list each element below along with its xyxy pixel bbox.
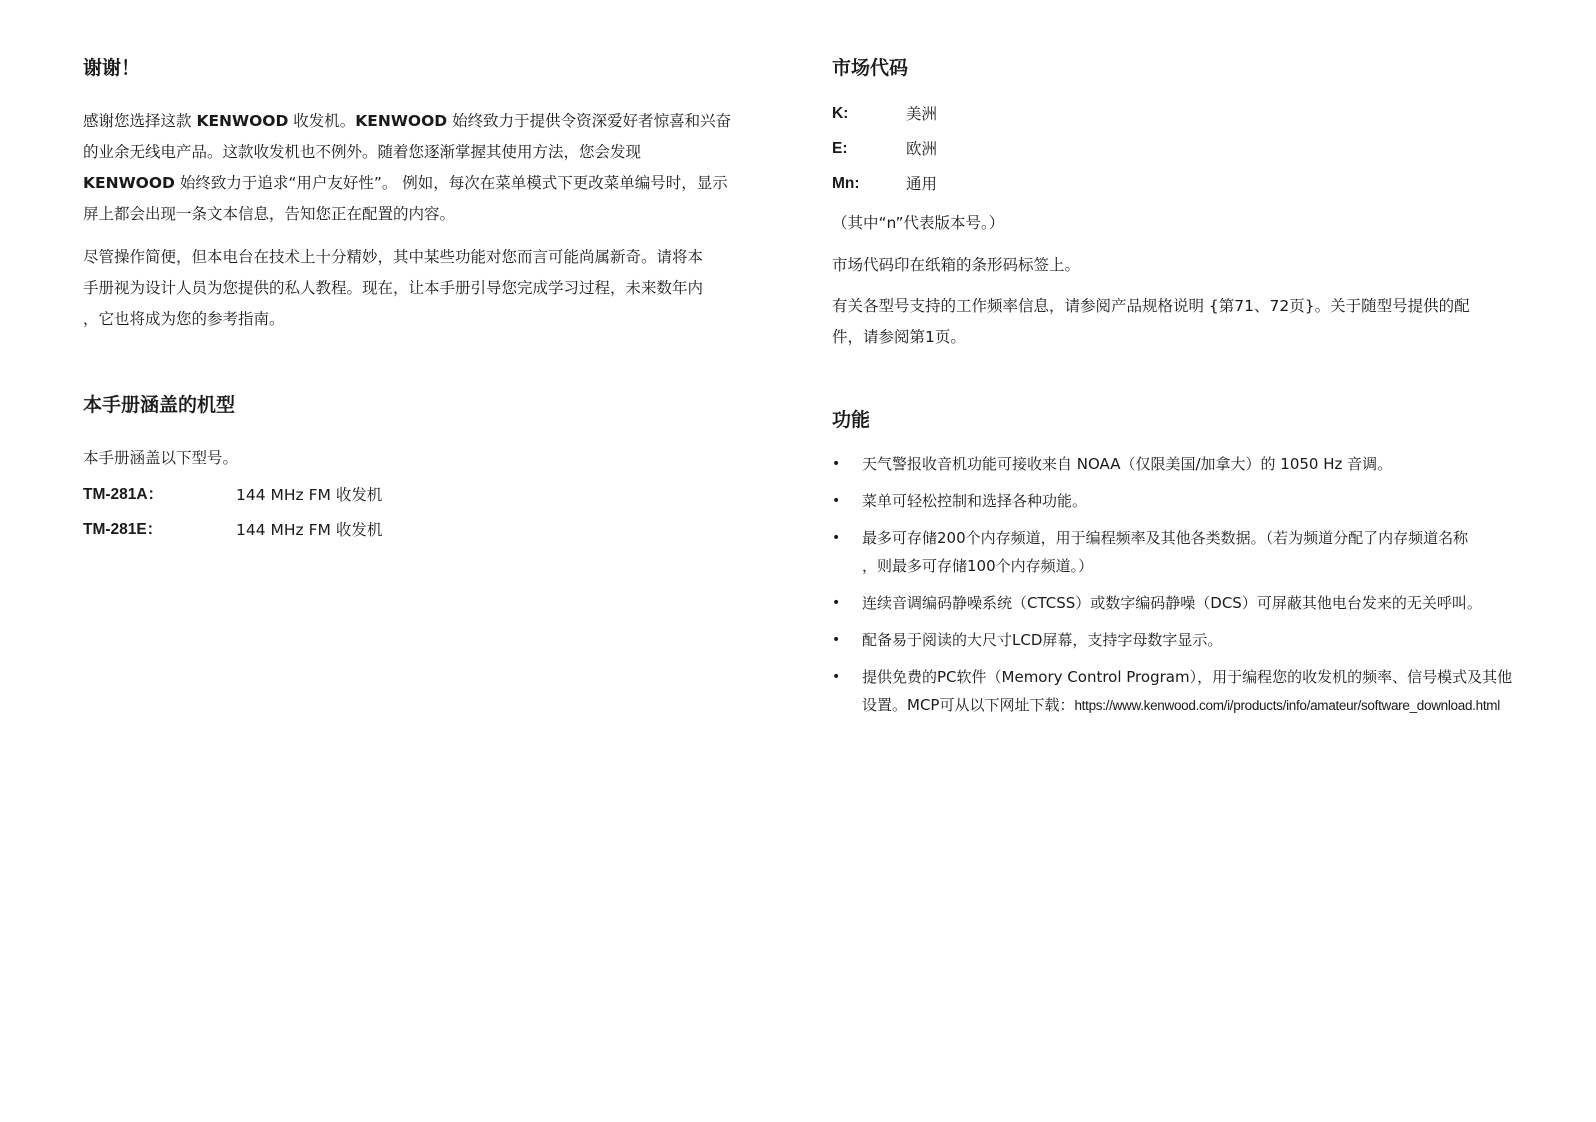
models-heading: 本手册涵盖的机型 bbox=[83, 394, 236, 416]
feature-text: 菜单可轻松控制和选择各种功能。 bbox=[862, 492, 1088, 510]
feature-text: 最多可存储200个内存频道，用于编程频率及其他各类数据。（若为频道分配了内存频道名称 ，则最多可存储100个内存频道。） bbox=[862, 529, 1469, 575]
frequency-info-line1: 有关各型号支持的工作频率信息，请参阅产品规格说明 {第71、72页}。关于随型号提供的配 bbox=[832, 297, 1470, 315]
software-download-link[interactable]: https://www.kenwood.com/i/products/info/amateur/software_download.html bbox=[1074, 698, 1500, 713]
model-code: TM-281E： bbox=[83, 521, 163, 538]
model-description: 144 MHz FM 收发机 bbox=[236, 521, 383, 539]
feature-text: 配备易于阅读的大尺寸LCD屏幕，支持字母数字显示。 bbox=[862, 631, 1223, 649]
models-intro: 本手册涵盖以下型号。 bbox=[83, 449, 239, 467]
bullet-icon: • bbox=[832, 669, 841, 685]
feature-text: 天气警报收音机功能可接收来自 NOAA（仅限美国/加拿大）的 1050 Hz 音调。 bbox=[862, 455, 1393, 473]
thanks-p1-line4: 屏上都会出现一条文本信息，告知您正在配置的内容。 bbox=[83, 205, 456, 223]
thanks-paragraph-2 bbox=[83, 242, 783, 335]
thanks-p2-line1: 尽管操作简便，但本电台在技术上十分精妙，其中某些功能对您而言可能尚属新奇。请将本 bbox=[83, 248, 704, 266]
thanks-p1-line3: KENWOOD 始终致力于追求“用户友好性”。 例如，每次在菜单模式下更改菜单编号时，显示 bbox=[83, 174, 728, 192]
market-code: E: bbox=[832, 140, 848, 157]
thanks-p1-line1: 感谢您选择这款 KENWOOD 收发机。KENWOOD 始终致力于提供令资深爱好者惊喜和兴奋 bbox=[83, 112, 732, 130]
thanks-heading: 谢谢！ bbox=[83, 57, 141, 79]
bullet-icon: • bbox=[832, 493, 841, 509]
bullet-icon: • bbox=[832, 595, 841, 611]
feature-text: 提供免费的PC软件（Memory Control Program），用于编程您的收发机的频率、信号模式及其他 设置。MCP可从以下网址下载：https://www.kenwood.com/i/products/info/amateur/software_download.html bbox=[862, 668, 1513, 714]
market-code: K: bbox=[832, 105, 849, 122]
market-code: Mn: bbox=[832, 175, 860, 192]
market-region: 美洲 bbox=[906, 105, 938, 123]
market-code-heading: 市场代码 bbox=[832, 57, 909, 79]
frequency-info-paragraph bbox=[832, 291, 1532, 353]
features-heading: 功能 bbox=[832, 409, 871, 431]
thanks-p2-line3: ，它也将成为您的参考指南。 bbox=[83, 310, 285, 328]
market-region: 通用 bbox=[906, 175, 938, 193]
feature-text: 连续音调编码静噪系统（CTCSS）或数字编码静噪（DCS）可屏蔽其他电台发来的无关呼叫。 bbox=[862, 594, 1482, 612]
model-description: 144 MHz FM 收发机 bbox=[236, 486, 383, 504]
market-region: 欧洲 bbox=[906, 140, 938, 158]
bullet-icon: • bbox=[832, 456, 841, 472]
model-code: TM-281A： bbox=[83, 486, 164, 503]
market-code-paragraph: 市场代码印在纸箱的条形码标签上。 bbox=[832, 256, 1081, 274]
thanks-p2-line2: 手册视为设计人员为您提供的私人教程。现在，让本手册引导您完成学习过程，未来数年内 bbox=[83, 279, 704, 297]
bullet-icon: • bbox=[832, 530, 841, 546]
bullet-icon: • bbox=[832, 632, 841, 648]
thanks-paragraph-1 bbox=[83, 106, 783, 230]
market-code-note: （其中“n”代表版本号。） bbox=[832, 214, 1005, 232]
thanks-p1-line2: 的业余无线电产品。这款收发机也不例外。随着您逐渐掌握其使用方法，您会发现 bbox=[83, 143, 642, 161]
frequency-info-line2: 件，请参阅第1页。 bbox=[832, 328, 966, 346]
